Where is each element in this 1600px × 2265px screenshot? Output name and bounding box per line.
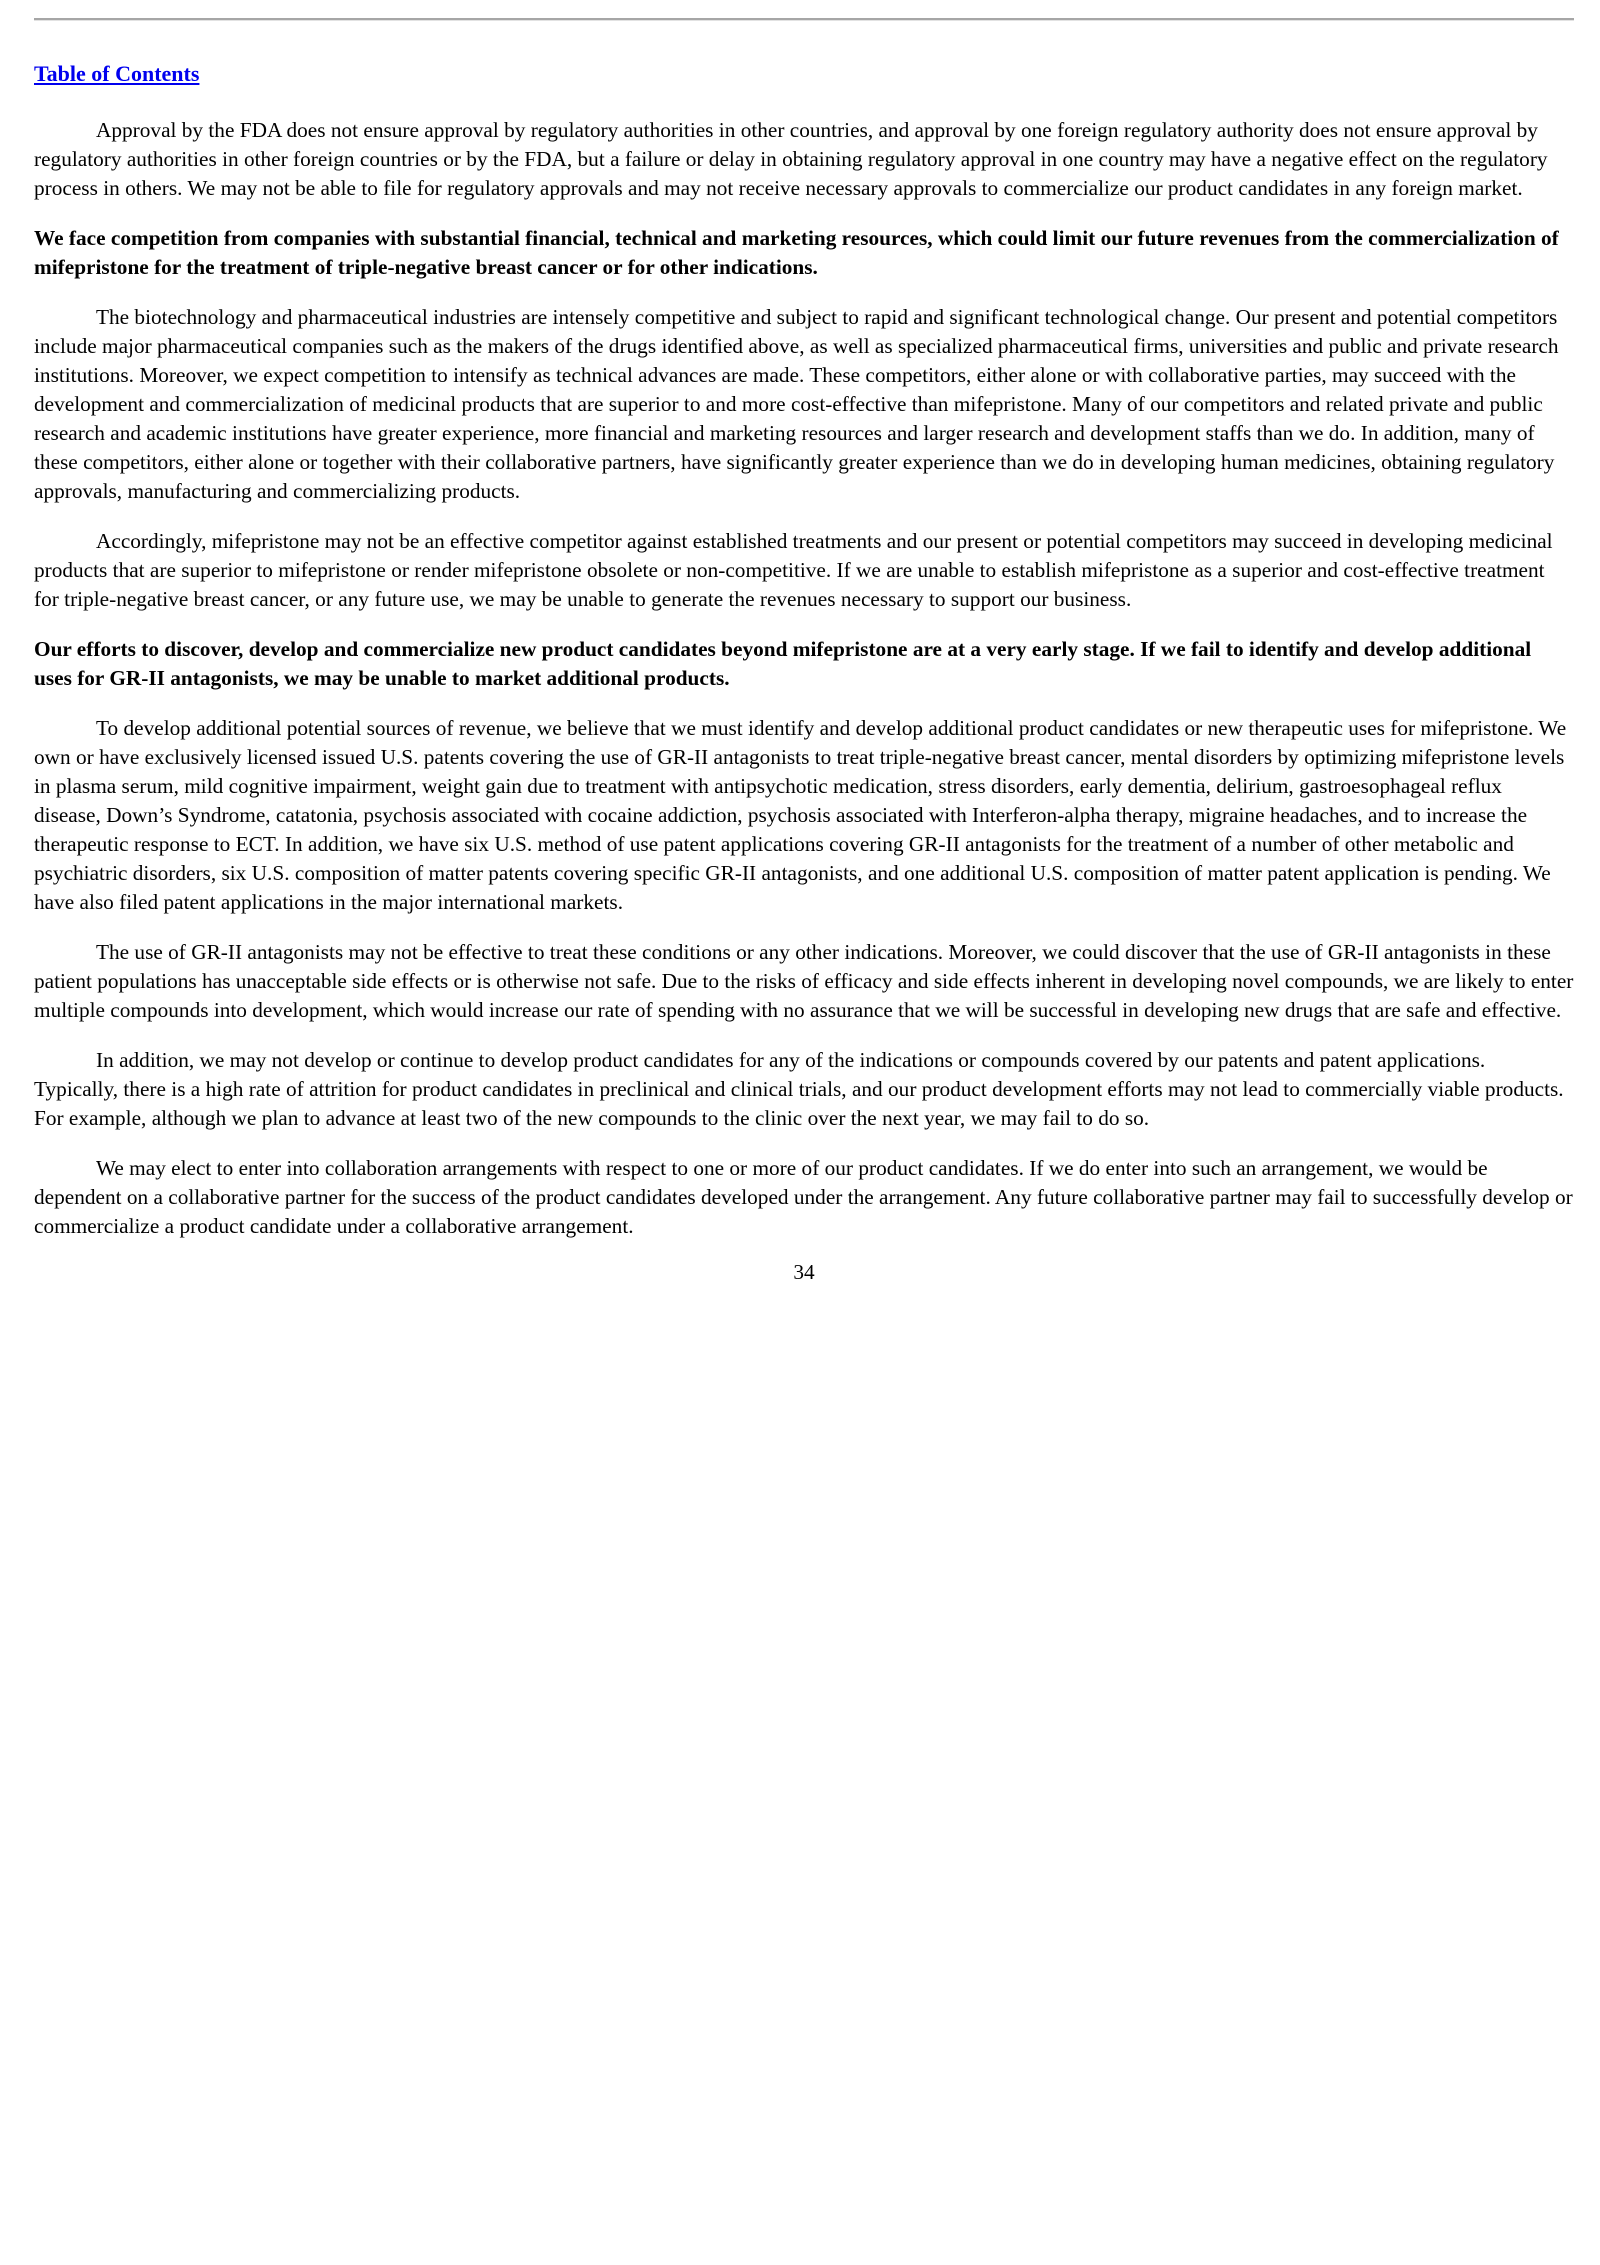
heading-competition-risk: We face competition from companies with substantial financial, technical and marketing resources, which could limit our future revenues from the commercialization of mifepristone for the treatment of triple-negative breast cancer or for other indications. (34, 226, 1559, 279)
table-of-contents-link[interactable]: Table of Contents (34, 61, 200, 86)
paragraph-development-attrition: In addition, we may not develop or continue to develop product candidates for any of the indications or compounds covered by our patents and patent applications. Typically, there is a high rate of attrition for product candidates in preclinical and clinical trials, and our product development efforts may not lead to commercially viable products. For example, although we plan to advance at least two of the new compounds to the clinic over the next year, we may fail to do so. (34, 1048, 1564, 1130)
paragraph-additional-revenue-sources: To develop additional potential sources of revenue, we believe that we must identify and develop additional product candidates or new therapeutic uses for mifepristone. We own or have exclusively licensed issued U.S. patents covering the use of GR-II antagonists to treat triple-negative breast cancer, mental disorders by optimizing mifepristone levels in plasma serum, mild cognitive impairment, weight gain due to treatment with antipsychotic medication, stress disorders, early dementia, delirium, gastroesophageal reflux disease, Down’s Syndrome, catatonia, psychosis associated with cocaine addiction, psychosis associated with Interferon-alpha therapy, migraine headaches, and to increase the therapeutic response to ECT. In addition, we have six U.S. method of use patent applications covering GR-II antagonists for the treatment of a number of other metabolic and psychiatric disorders, six U.S. composition of matter patents covering specific GR-II antagonists, and one additional U.S. composition of matter patent application is pending. We have also filed patent applications in the major international markets. (34, 716, 1567, 914)
document-page (34, 60, 1574, 1287)
paragraph-gr-ii-effectiveness: The use of GR-II antagonists may not be effective to treat these conditions or any other indications. Moreover, we could discover that the use of GR-II antagonists in these patient populations has unacceptable side effects or is otherwise not safe. Due to the risks of efficacy and side effects inherent in developing novel compounds, we are likely to enter multiple compounds into development, which would increase our rate of spending with no assurance that we will be successful in developing new drugs that are safe and effective. (34, 940, 1574, 1022)
top-divider (34, 18, 1574, 21)
paragraph-competitive-industry: The biotechnology and pharmaceutical industries are intensely competitive and subject to rapid and significant technological change. Our present and potential competitors include major pharmaceutical companies such as the makers of the drugs identified above, as well as specialized pharmaceutical firms, universities and public and private research institutions. Moreover, we expect competition to intensify as technical advances are made. These competitors, either alone or with collaborative parties, may succeed with the development and commercialization of medicinal products that are superior to and more cost-effective than mifepristone. Many of our competitors and related private and public research and academic institutions have greater experience, more financial and marketing resources and larger research and development staffs than we do. In addition, many of these competitors, either alone or together with their collaborative partners, have significantly greater experience than we do in developing human medicines, obtaining regulatory approvals, manufacturing and commercializing products. (34, 305, 1559, 503)
page-number: 34 (793, 1260, 815, 1284)
paragraph-collaboration-arrangements: We may elect to enter into collaboration arrangements with respect to one or more of our product candidates. If we do enter into such an arrangement, we would be dependent on a collaborative partner for the success of the product candidates developed under the arrangement. Any future collaborative partner may fail to successfully develop or commercialize a product candidate under a collaborative arrangement. (34, 1156, 1573, 1238)
heading-new-product-candidates-risk: Our efforts to discover, develop and commercialize new product candidates beyond mifepristone are at a very early stage. If we fail to identify and develop additional uses for GR-II antagonists, we may be unable to market additional products. (34, 637, 1532, 690)
paragraph-fda-foreign-approval: Approval by the FDA does not ensure approval by regulatory authorities in other countries, and approval by one foreign regulatory authority does not ensure approval by regulatory authorities in other foreign countries or by the FDA, but a failure or delay in obtaining regulatory approval in one country may have a negative effect on the regulatory process in others. We may not be able to file for regulatory approvals and may not receive necessary approvals to commercialize our product candidates in any foreign market. (34, 118, 1548, 200)
paragraph-effective-competitor: Accordingly, mifepristone may not be an effective competitor against established treatments and our present or potential competitors may succeed in developing medicinal products that are superior to mifepristone or render mifepristone obsolete or non-competitive. If we are unable to establish mifepristone as a superior and cost-effective treatment for triple-negative breast cancer, or any future use, we may be unable to generate the revenues necessary to support our business. (34, 529, 1553, 611)
